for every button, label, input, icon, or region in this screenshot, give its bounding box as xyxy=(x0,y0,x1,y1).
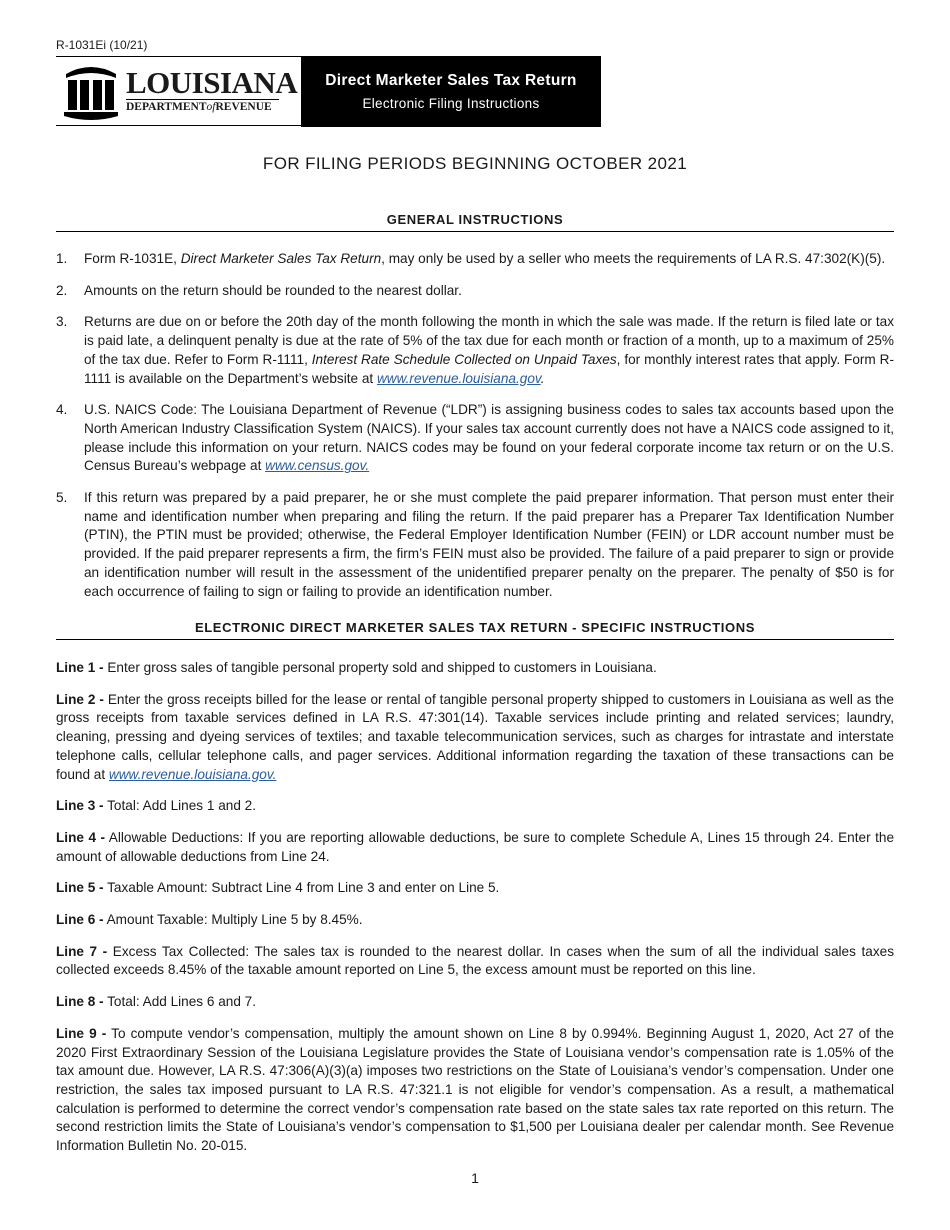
logo-department: DEPARTMENTofREVENUE xyxy=(126,99,279,114)
line-5-instruction: Line 5 - Taxable Amount: Subtract Line 4 from Line 3 and enter on Line 5. xyxy=(56,880,500,896)
ldr-logo xyxy=(56,56,301,126)
line-7-instruction: Line 7 - Excess Tax Collected: The sales tax is rounded to the nearest dollar. In cases when the sum of all the individual sales taxes collected exceeds 8.45% of the taxable amount reported on Line 5, the excess amount must be reported on this line. xyxy=(56,943,894,978)
general-instructions-list xyxy=(56,250,894,614)
general-instructions-heading: GENERAL INSTRUCTIONS xyxy=(56,212,894,232)
form-title: Direct Marketer Sales Tax Return xyxy=(325,72,577,89)
list-item: 2. Amounts on the return should be rounded to the nearest dollar. xyxy=(56,282,462,298)
list-item: 5. If this return was prepared by a paid preparer, he or she must complete the paid preparer information. That person must enter their name and identification number when preparing and filing the return. If the paid preparer has a Preparer Tax Identification Number (PTIN), the PTIN must be provided; otherwise, the Federal Employer Identification Number (FEIN) or LDR account number must be provided. If the paid preparer represents a firm, the firm’s FEIN must also be provided. The failure of a paid preparer to sign or provide an identification number will result in the assessment of the unidentified preparer penalty on the preparer. The penalty of $50 is for each occurrence of failing to sign or failing to provide an identification number. xyxy=(56,490,894,599)
line-4-instruction: Line 4 - Allowable Deductions: If you are reporting allowable deductions, be sure to complete Schedule A, Lines 15 through 24. Enter the amount of allowable deductions from Line 24. xyxy=(56,829,894,864)
specific-instructions-heading: ELECTRONIC DIRECT MARKETER SALES TAX RETURN - SPECIFIC INSTRUCTIONS xyxy=(56,620,894,640)
line-9-instruction: Line 9 - To compute vendor’s compensation, multiply the amount shown on Line 8 by 0.994%. Beginning August 1, 2020, Act 27 of the 2020 First Extraordinary Session of the Louisiana Legislature provides the State of Louisiana vendor’s compensation rate is 1.05% of the tax amount due. However, LA R.S. 47:306(A)(3)(a) imposes two restrictions on the State of Louisiana’s vendor’s compensation. Under one restriction, the sales tax imposed pursuant to LA R.S. 47:321.1 is not eligible for vendor’s compensation. As a result, a mathematical calculation is performed to determine the correct vendor’s compensation rate based on the state sales tax rate reported on this return. The second restriction limits the State of Louisiana’s vendor’s compensation to $1,500 per Louisiana dealer per calendar month. See Revenue Information Bulletin No. 20-015. xyxy=(56,1025,894,1154)
form-id: R-1031Ei (10/21) xyxy=(56,38,148,52)
line-3-instruction: Line 3 - Total: Add Lines 1 and 2. xyxy=(56,798,257,814)
list-item: 4. U.S. NAICS Code: The Louisiana Department of Revenue (“LDR”) is assigning business codes to sales tax accounts based upon the North American Industry Classification System (NAICS). If your sales tax account currently does not have a NAICS code assigned to it, please include this information on your return. NAICS codes may be found on your federal corporate income tax return or on the U.S. Census Bureau’s webpage at www.census.gov. xyxy=(56,402,894,474)
revenue-website-link[interactable]: www.revenue.louisiana.gov xyxy=(376,370,541,386)
census-website-link[interactable]: www.census.gov. xyxy=(265,458,370,474)
line-instructions xyxy=(56,659,894,1169)
form-subtitle: Electronic Filing Instructions xyxy=(362,96,540,111)
line-1-instruction: Line 1 - Enter gross sales of tangible personal property sold and shipped to customers in Louisiana. xyxy=(56,660,657,675)
line-2-instruction: Line 2 - Enter the gross receipts billed for the lease or rental of tangible personal property shipped to customers in Louisiana as well as the gross receipts from taxable services defined in LA R.S. 47:301(14). Taxable services include printing and related services; laundry, cleaning, pressing and dyeing services of textiles; and taxable telecommunication services, such as charges for intrastate and interstate telephone calls, cellular telephone calls, and pager services. Additional information regarding the taxation of these transactions can be found at www.revenue.louisiana.gov. xyxy=(56,691,894,782)
capitol-emblem-icon xyxy=(60,62,122,122)
list-item: 3. Returns are due on or before the 20th day of the month following the month in which the sale was made. If the return is filed late or tax is paid late, a delinquent penalty is due at the rate of 5% of the tax due for each month or fraction of a month, up to a maximum of 25% of the tax due. Refer to Form R-1111, Interest Rate Schedule Collected on Unpaid Taxes, for monthly interest rates that apply. Form R-1111 is available on the Department’s website at www.revenue.louisiana.gov. xyxy=(56,314,895,386)
page-number: 1 xyxy=(471,1170,479,1186)
line-6-instruction: Line 6 - Amount Taxable: Multiply Line 5 by 8.45%. xyxy=(56,912,363,928)
form-title-banner xyxy=(301,56,601,127)
revenue-website-link[interactable]: www.revenue.louisiana.gov. xyxy=(108,766,277,782)
list-item: 1. Form R-1031E, Direct Marketer Sales Tax Return, may only be used by a seller who meets the requirements of LA R.S. 47:302(K)(5). xyxy=(56,251,886,266)
line-8-instruction: Line 8 - Total: Add Lines 6 and 7. xyxy=(56,994,257,1010)
logo-wordmark: LOUISIANA xyxy=(126,65,298,100)
filing-periods: FOR FILING PERIODS BEGINNING OCTOBER 2021 xyxy=(262,154,688,173)
